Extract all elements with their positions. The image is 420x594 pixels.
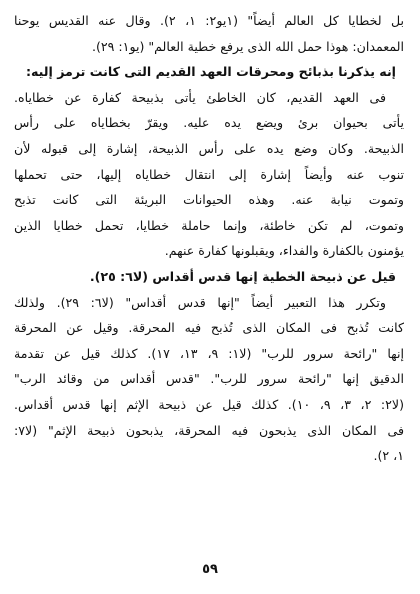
text-line: (لا٢: ٢، ٣، ٩، ١٠). كذلك قيل عن ذبيحة الإثم إنها قدس أقداس. <box>14 396 404 412</box>
text-line: المعمدان: هوذا حمل الله الذى يرفع خطية العالم" (يو١: ٢٩). <box>91 38 404 54</box>
text-line: وتكرر هذا التعبير أيضاً "إنها قدس أقداس" (لا٦: ٢٩). ولذلك <box>14 294 386 310</box>
text-line: الدقيق إنها "رائحة سرور للرب". "قدس أقداس من وقائد الرب" <box>14 371 404 387</box>
text-line: كانت تُذبح فى المكان الذى تُذبح فيه المحرقة. وقيل عن المحرقة <box>14 320 404 336</box>
text-line: بل لخطايا كل العالم أيضاً" (١يو٢: ١، ٢). وقال عنه القديس يوحنا <box>14 13 404 28</box>
text-line: فى العهد القديم، كان الخاطئ يأتى بذبيحة كفارة عن خطاياه. <box>14 89 386 105</box>
text-line: يؤمنون بالكفارة والفداء، ويقبلونها كفارة عنهم. <box>164 243 404 259</box>
text-line: الذبيحة. وكان وضع يده على رأس الذبيحة، إشارة إلى قبوله لأن <box>14 140 404 156</box>
text-line: وتموت، لم تكن خاطئة، وإنما حاملة خطايا، تحمل خطايا الذين <box>14 217 404 233</box>
text-line: ١، ٢). <box>373 448 404 464</box>
section-heading <box>14 264 404 290</box>
page-number: ٥٩ <box>202 562 218 577</box>
paragraph <box>14 8 404 59</box>
paragraph <box>14 85 404 264</box>
heading-line: قيل عن ذبيحة الخطية إنها قدس أقداس (لا٦: ٢٥). <box>89 268 396 284</box>
paragraph <box>14 290 404 469</box>
text-line: تنوب عنه وأيضاً إشارة إلى انتقال خطاياه إليها، حتى تحملها <box>14 166 404 182</box>
heading-line: إنه يذكرنا بذبائح ومحرقات العهد القديم التى كانت ترمز إليه: <box>25 64 396 80</box>
section-heading <box>14 59 404 85</box>
text-line: إنها "رائحة سرور للرب" (لا١: ٩، ١٣، ١٧). كذلك قيل عن تقدمة <box>14 345 404 361</box>
text-line: وتموت نيابة عنه. وهذه الحيوانات البريئة التى كانت تذبح <box>14 192 404 208</box>
text-line: فى المكان الذى يذبحون فيه المحرقة، يذبحون ذبيحة الإثم" (لا٧: <box>14 422 404 438</box>
text-line: يأتى بحيوان برئ ويضع يده عليه. ويقرّ بخطاياه على رأس <box>14 115 404 131</box>
